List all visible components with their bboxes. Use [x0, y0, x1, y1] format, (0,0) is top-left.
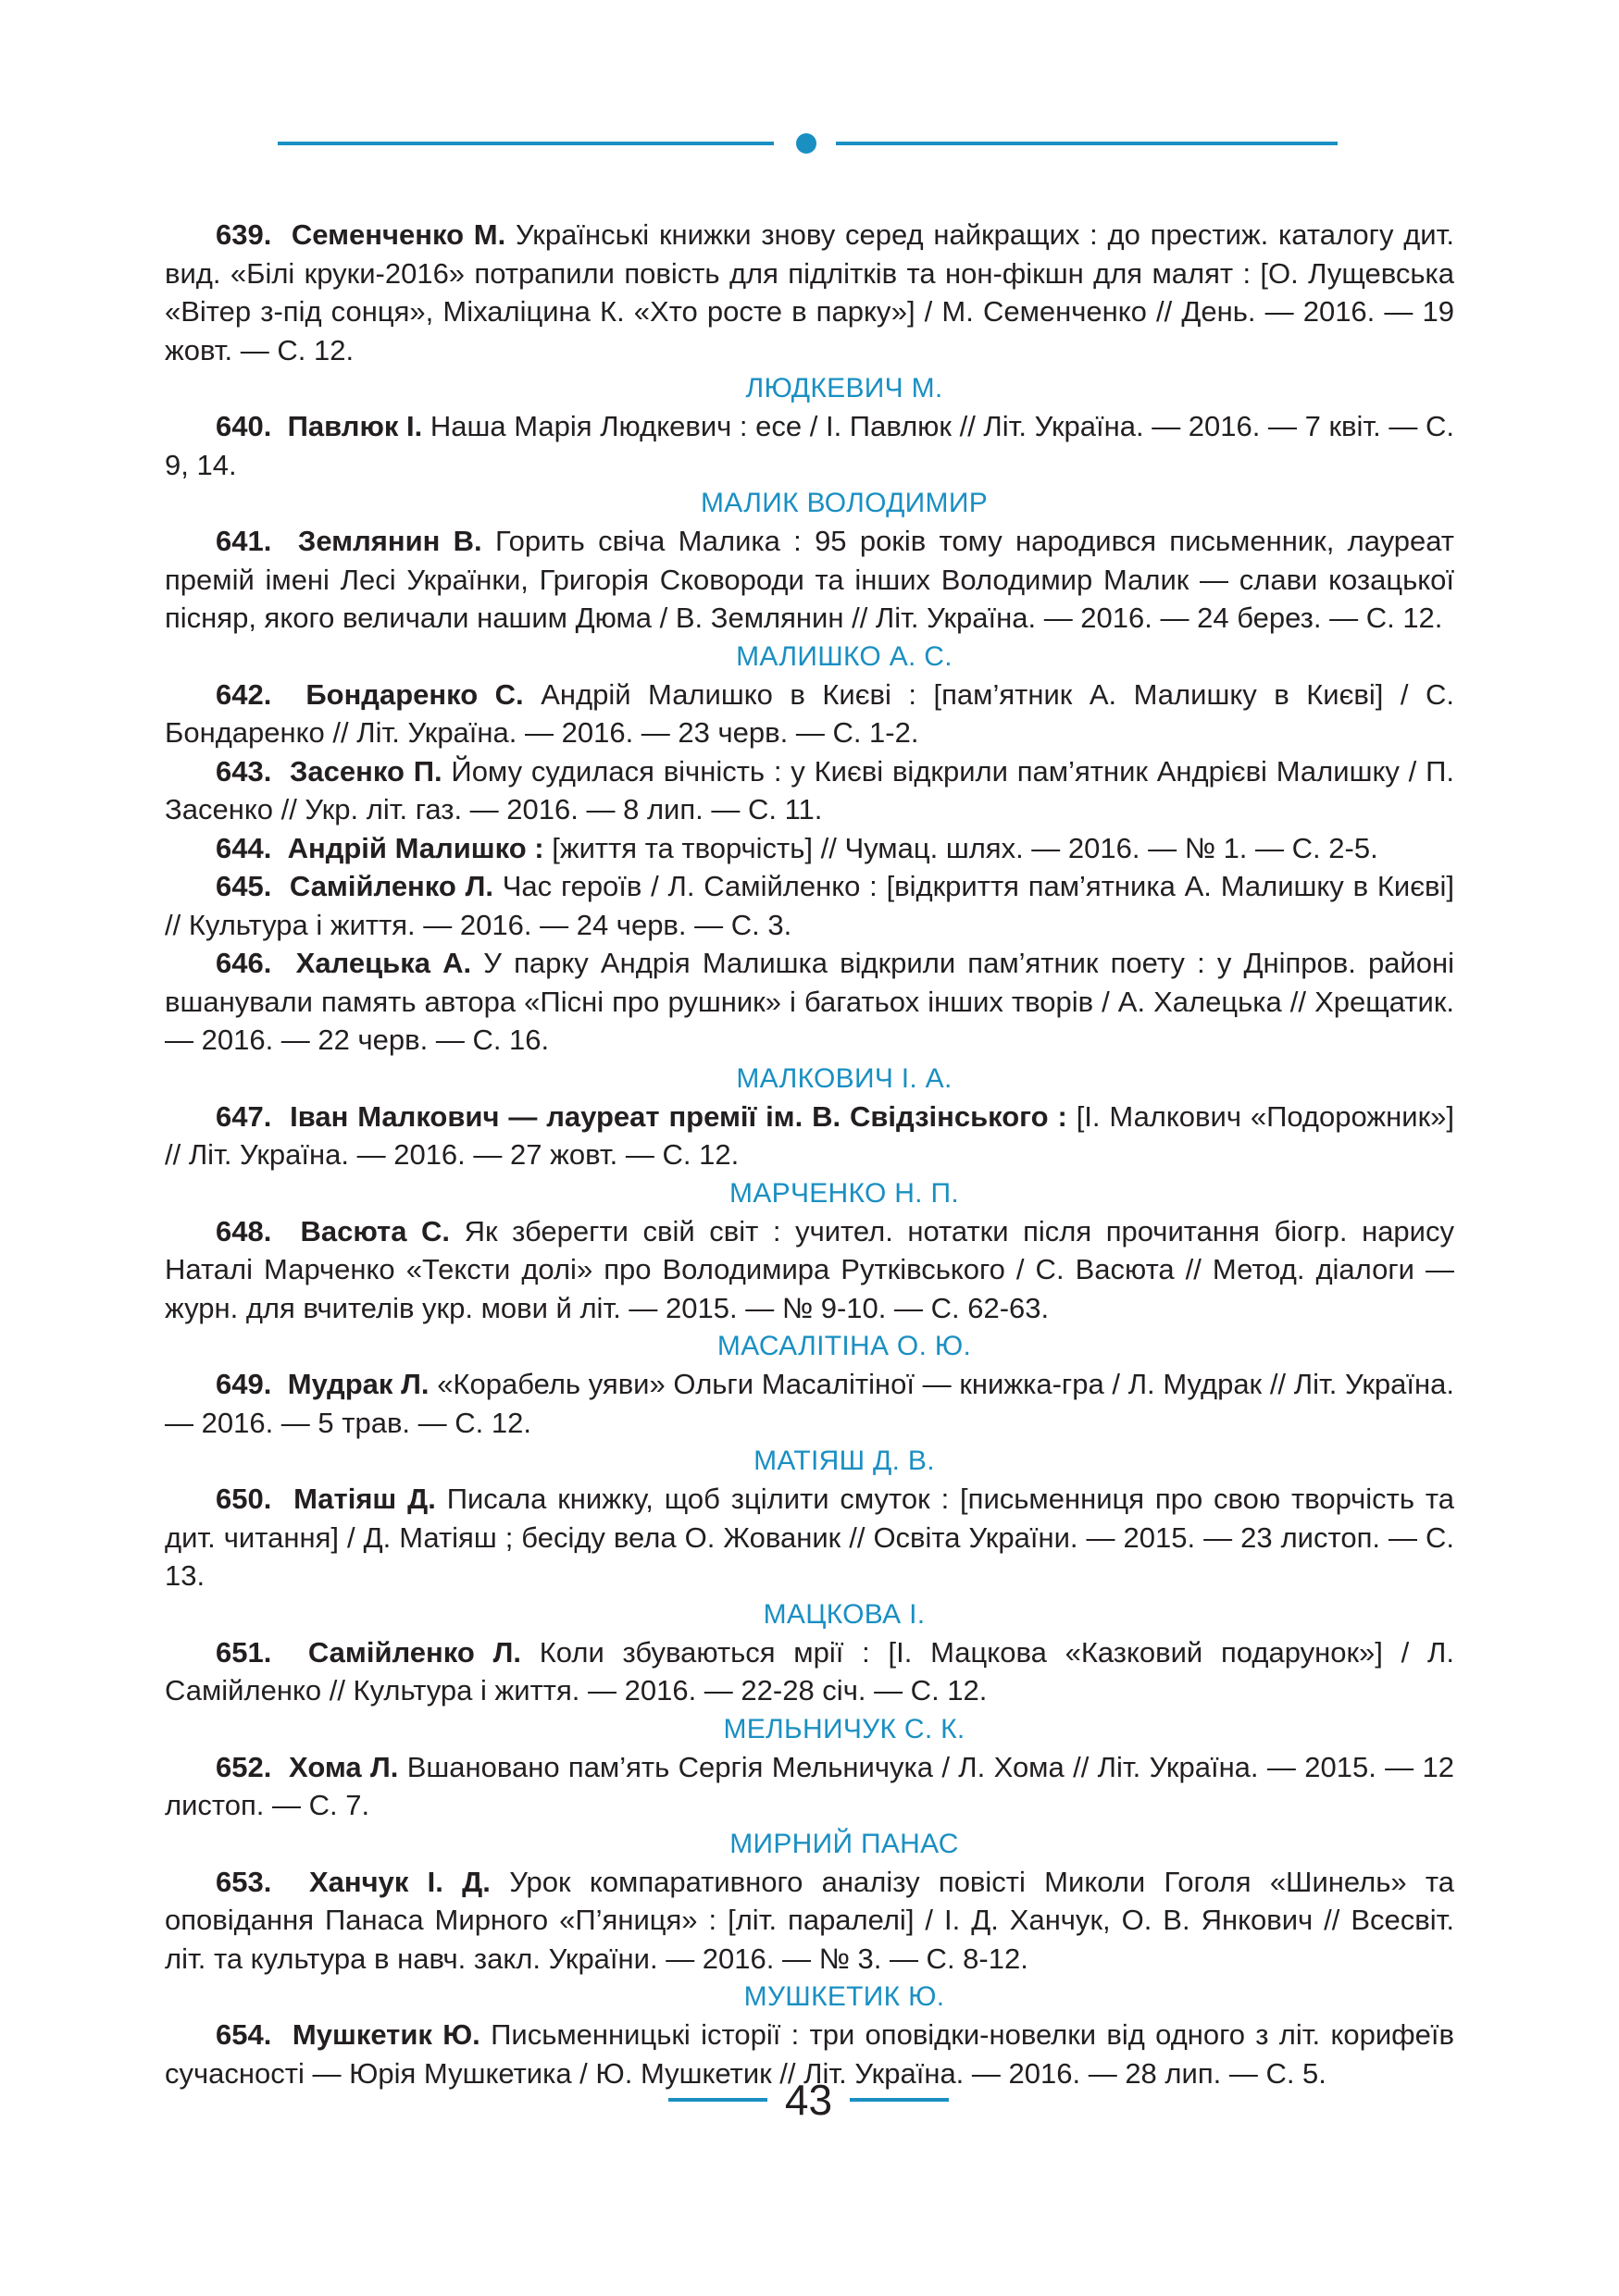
bibliography-entry — [165, 1480, 1454, 1595]
entry-author: Бондаренко С. — [305, 677, 524, 711]
section-heading: МАРЧЕНКО Н. П. — [729, 1177, 959, 1209]
section-heading: МАТІЯШ Д. В. — [753, 1446, 935, 1476]
entry-number: 647. — [216, 1099, 272, 1133]
bibliography-entry — [165, 752, 1454, 829]
bibliography-entry — [165, 944, 1454, 1060]
bibliography-entry — [165, 676, 1454, 752]
entry-number: 644. — [216, 831, 272, 864]
top-rule-line-left — [278, 142, 774, 145]
entry-author: Павлюк І. — [287, 410, 423, 442]
entry-author: Ханчук І. Д. — [308, 1865, 491, 1898]
entry-description: Писала книжку, щоб зцілити смуток : [письменниця про свою творчість та дит. читання] / Д. Матіяш ; бесіду вела О. Жованик // Освіта України. — 2015. — 23 листоп. — С. 13. — [165, 1483, 1454, 1592]
top-rule-line-right — [836, 142, 1338, 145]
entry-description: Андрій Малишко в Києві : [пам’ятник А. Малишку в Києві] / С. Бондаренко // Літ. Україна. — 2016. — 23 черв. — С. 1-2. — [165, 677, 1454, 749]
entry-author: Мудрак Л. — [287, 1368, 430, 1400]
bibliography-entry — [165, 829, 1454, 868]
bibliography-entry — [165, 522, 1454, 638]
entry-description: «Корабель уяви» Ольги Масалітіної — книжка-гра / Л. Мудрак // Літ. Україна. — 2016. — 5 трав. — С. 12. — [165, 1368, 1454, 1439]
page-number: 43 — [784, 2076, 833, 2124]
bibliography-entry — [165, 1365, 1454, 1442]
entry-number: 651. — [216, 1635, 272, 1669]
section-heading: МАЛИШКО А. С. — [736, 640, 953, 672]
bibliography-entry — [165, 216, 1454, 369]
footer-line-left — [668, 2098, 767, 2102]
entry-number: 645. — [216, 870, 272, 902]
bibliography-entry — [165, 867, 1454, 944]
entry-description: Урок компаративного аналізу повісті Миколи Гоголя «Шинель» та оповідання Панаса Мирного «П’яниця» : [літ. паралелі] / І. Д. Ханчук, О. В. Янкович // Всесвіт. літ. та культура в навч. закл. України. — 2016. — № 3. — С. 8-12. — [165, 1865, 1454, 1975]
section-heading: ЛЮДКЕВИЧ М. — [745, 373, 943, 403]
bibliography-entry — [165, 1633, 1454, 1710]
entry-author: Іван Малкович — лауреат премії ім. В. Свідзінського : — [290, 1099, 1067, 1133]
entry-description: [І. Малкович «Подорожник»] // Літ. Україна. — 2016. — 27 жовт. — С. 12. — [165, 1099, 1454, 1171]
bibliography-entry — [165, 1863, 1454, 1979]
entry-number: 646. — [216, 947, 272, 979]
entry-number: 650. — [216, 1483, 272, 1515]
entry-author: Семенченко М. — [291, 218, 506, 251]
bibliography-entry — [165, 1098, 1454, 1174]
entry-description: Вшановано пам’ять Сергія Мельничука / Л. Хома // Літ. Україна. — 2015. — 12 листоп. — С. 7. — [165, 1750, 1454, 1821]
top-rule-dot — [796, 133, 816, 154]
entry-author: Самійленко Л. — [307, 1635, 521, 1669]
entry-number: 642. — [216, 677, 272, 711]
entry-number: 639. — [216, 218, 272, 251]
bibliography-entry — [165, 407, 1454, 484]
bibliography-entry — [165, 1748, 1454, 1825]
entry-author: Хома Л. — [289, 1750, 399, 1783]
entry-description: Українські книжки знову серед найкращих : до престиж. каталогу дит. вид. «Білі круки-2016» потрапили повість для підлітків та нон-фікшн для малят : [О. Лущевська «Вітер з-під сонця», Міхаліцина К. «Хто росте в парку»] / М. Семенченко // День. — 2016. — 19 жовт. — С. 12. — [165, 218, 1454, 366]
entry-number: 643. — [216, 754, 272, 788]
entry-description: Горить свіча Малика : 95 років тому народився письменник, лауреат премій імені Лесі Українки, Григорія Сковороди та інших Володимир Малик — слави козацької пісняр, якого величали нашим Дюма / В. Землянин // Літ. Україна. — 2016. — 24 берез. — С. 12. — [165, 525, 1454, 634]
entry-number: 654. — [216, 2018, 272, 2051]
section-heading: МЕЛЬНИЧУК С. К. — [723, 1713, 965, 1744]
entry-description: Як зберегти свій світ : учител. нотатки після прочитання біогр. нарису Наталі Марченко «Тексти долі» про Володимира Рутківського / С. Васюта // Метод. діалоги — журн. для вчителів укр. мови й літ. — 2015. — № 9-10. — С. 62-63. — [165, 1214, 1454, 1324]
entry-number: 652. — [216, 1750, 272, 1783]
entry-author: Матіяш Д. — [293, 1483, 436, 1515]
entry-author: Засенко П. — [289, 754, 442, 788]
section-heading: МАСАЛІТІНА О. Ю. — [716, 1331, 972, 1361]
section-heading: МАЦКОВА І. — [763, 1598, 926, 1630]
page-footer — [668, 2074, 946, 2126]
entry-number: 653. — [216, 1865, 272, 1898]
entry-author: Андрій Малишко : — [287, 831, 544, 864]
entry-author: Землянин В. — [297, 525, 482, 557]
entry-description: Письменницькі історії : три оповідки-новелки від одного з літ. корифеїв сучасності — Юрія Мушкетика / Ю. Мушкетик // Літ. Україна. — 2016. — 28 лип. — С. 5. — [165, 2018, 1454, 2090]
entry-author: Мушкетик Ю. — [292, 2018, 480, 2051]
entry-description: Час героїв / Л. Самійленко : [відкриття пам’ятника А. Малишку в Києві] // Культура і життя. — 2016. — 24 черв. — С. 3. — [165, 870, 1454, 941]
entry-number: 649. — [216, 1368, 272, 1400]
entry-description: Наша Марія Людкевич : есе / І. Павлюк // Літ. Україна. — 2016. — 7 квіт. — С. 9, 14. — [165, 410, 1454, 481]
entry-author: Васюта С. — [300, 1214, 451, 1247]
top-decorative-rule — [278, 133, 1338, 154]
bibliography-entry — [165, 1212, 1454, 1328]
section-heading: МАЛКОВИЧ І. А. — [736, 1062, 953, 1094]
entry-description: Коли збуваються мрії : [І. Мацкова «Казковий подарунок»] / Л. Самійленко // Культура і життя. — 2016. — 22-28 січ. — С. 12. — [165, 1635, 1454, 1706]
entry-number: 641. — [216, 525, 272, 557]
entry-author: Самійленко Л. — [289, 870, 493, 902]
entry-description: У парку Андрія Малишка відкрили пам’ятник поету : у Дніпров. районі вшанували память автора «Пісні про рушник» і багатьох інших творів / А. Халецька // Хрещатик. — 2016. — 22 черв. — С. 16. — [165, 947, 1454, 1056]
footer-line-right — [850, 2098, 949, 2102]
entry-number: 640. — [216, 410, 272, 442]
entry-author: Халецька А. — [295, 947, 472, 979]
section-heading: МИРНИЙ ПАНАС — [729, 1828, 959, 1859]
entry-description: Йому судилася вічність : у Києві відкрили пам’ятник Андрієві Малишку / П. Засенко // Укр. літ. газ. — 2016. — 8 лип. — С. 11. — [165, 754, 1454, 825]
section-heading: МУШКЕТИК Ю. — [743, 1981, 945, 2012]
bibliography-content — [165, 216, 1454, 2092]
entry-description: [життя та творчість] // Чумац. шлях. — 2016. — № 1. — С. 2-5. — [552, 831, 1378, 864]
entry-number: 648. — [216, 1214, 272, 1247]
section-heading: МАЛИК ВОЛОДИМИР — [700, 488, 989, 518]
